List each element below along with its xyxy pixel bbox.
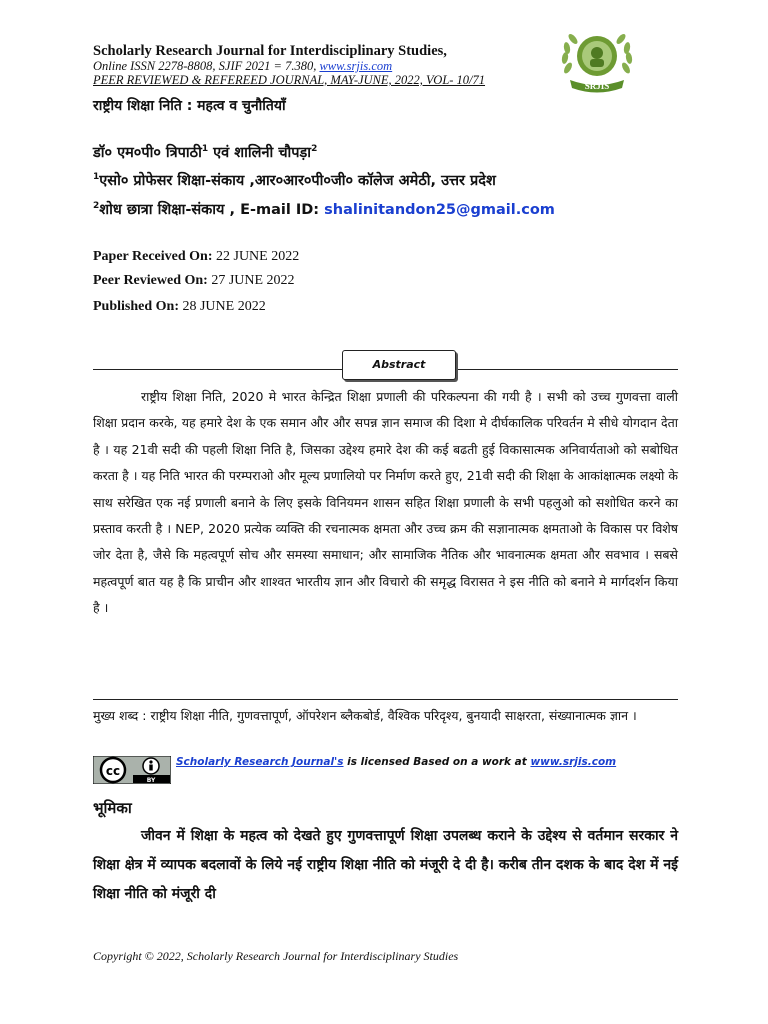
affiliation-sup-2: 2 xyxy=(93,201,100,212)
received-date xyxy=(93,249,299,265)
journal-link[interactable]: Scholarly Research Journal's xyxy=(176,756,344,768)
creative-commons-badge[interactable] xyxy=(93,756,171,784)
license-text: is licensed Based on a work at xyxy=(343,756,531,768)
reviewed-date xyxy=(93,273,295,289)
abstract-body xyxy=(93,384,678,622)
intro-paragraph: जीवन में शिक्षा के महत्व को देखते हुए गुणवत्तापूर्ण शिक्षा उपलब्ध कराने के उद्देश्य से वर्तमान सरकार ने शिक्षा क्षेत्र में व्यापक बदलावों के लिये नई राष्ट्रीय शिक्षा नीति को मंजूरी दे दी है। करीब तीन दशक के बाद देश में नई शिक्षा नीति को मंजूरी दी xyxy=(93,828,678,902)
author-sup-2: 2 xyxy=(311,144,318,155)
copyright-footer: Copyright © 2022, Scholarly Research Journal for Interdisciplinary Studies xyxy=(93,949,459,963)
published-label: Published On: xyxy=(93,299,179,314)
author-names-2: एवं शालिनी चौपड़ा xyxy=(208,145,312,161)
published-date xyxy=(93,299,266,315)
published-value: 28 JUNE 2022 xyxy=(178,299,266,314)
received-value: 22 JUNE 2022 xyxy=(212,249,300,264)
journal-header xyxy=(93,43,563,87)
by-label: BY xyxy=(146,777,156,784)
author-names: डॉ० एम०पी० त्रिपाठी xyxy=(93,145,202,161)
intro-body xyxy=(93,822,678,909)
site-link[interactable]: www.srjis.com xyxy=(530,756,617,768)
paper-title: राष्ट्रीय शिक्षा निति : महत्व व चुनौतियाँ xyxy=(93,98,286,114)
affiliation-2 xyxy=(93,199,555,219)
received-label: Paper Received On: xyxy=(93,249,213,264)
journal-website-link[interactable]: www.srjis.com xyxy=(319,59,393,73)
reviewed-label: Peer Reviewed On: xyxy=(93,273,208,288)
reviewed-value: 27 JUNE 2022 xyxy=(207,273,295,288)
peer-review-line: PEER REVIEWED & REFEREED JOURNAL, MAY-JUNE, 2022, VOL- 10/71 xyxy=(93,73,486,87)
keywords: मुख्य शब्द : राष्ट्रीय शिक्षा नीति, गुणवत्तापूर्ण, ऑपरेशन ब्लैकबोर्ड, वैश्विक परिदृश्य, बुनयादी साक्षरता, संख्यानात्मक ज्ञान । xyxy=(93,708,637,723)
affiliation-1-text: एसो० प्रोफेसर शिक्षा-संकाय ,आर०आर०पी०जी० कॉलेज अमेठी, उत्तर प्रदेश xyxy=(99,173,496,189)
journal-title: Scholarly Research Journal for Interdisciplinary Studies, xyxy=(93,43,447,59)
cc-logo-text: cc xyxy=(105,764,121,778)
abstract-paragraph: राष्ट्रीय शिक्षा निति, 2020 मे भारत केन्द्रित शिक्षा प्रणाली की परिकल्पना की गयी है । सभी को उच्च गुणवत्ता वाली शिक्षा प्रदान करके, यह हमारे देश के एक समान और और सपन्न ज्ञान समाज की दिशा मे दीर्घकालिक परिवर्तन मे सीधे योगदान देता है । यह 21वी सदी की पहली शिक्षा निति है, जिसका उद्देश्य हमारे देश की कई बढती हुई विकासात्मक अनिवार्यताओ को सबोधित करता है । यह निति भारत की परम्पराओ और मूल्य प्रणालियो पर निर्माण करते हुए, 21वी सदी की शिक्षा के आकांक्षात्मक लक्ष्यो के साथ सरेखित एक नई प्रणाली बनाने के लिए इसके विनियमन शासन सहित शिक्षा प्रणाली के सभी पहलुओ को सशोधित करने का प्रस्ताव करती है । NEP, 2020 प्रत्येक व्यक्ति की रचनात्मक क्षमता और उच्च क्रम की सज्ञानात्मक क्षमताओ के विकास पर विशेष जोर देता है, जैसे कि महत्वपूर्ण सोच और समस्या समाधान; और सामाजिक नैतिक और भावनात्मक क्षमता और सवभाव । सबसे महत्वपूर्ण बात यह है कि प्राचीन और शाश्वत भारतीय ज्ञान और विचारो की समृद्ध विरासत ने इस नीति को बनाने मे मार्गदर्शन किया है । xyxy=(93,389,678,616)
issn-text: Online ISSN 2278-8808, SJIF 2021 = 7.380, xyxy=(93,59,320,73)
affiliation-sup-1: 1 xyxy=(93,172,100,183)
author-sup-1: 1 xyxy=(201,144,209,155)
affiliation-2-text: शोध छात्रा शिक्षा-संकाय , E-mail ID: xyxy=(99,202,325,218)
abstract-heading: Abstract xyxy=(342,350,456,380)
logo-text: SRJIS xyxy=(584,81,610,91)
license-line xyxy=(176,756,616,768)
affiliation-1 xyxy=(93,170,496,190)
srjis-logo xyxy=(556,30,638,100)
authors-line xyxy=(93,142,317,162)
author-email[interactable]: shalinitandon25@gmail.com xyxy=(324,202,555,218)
keywords-divider xyxy=(93,699,678,700)
intro-heading: भूमिका xyxy=(93,799,132,817)
issn-line xyxy=(93,59,563,73)
